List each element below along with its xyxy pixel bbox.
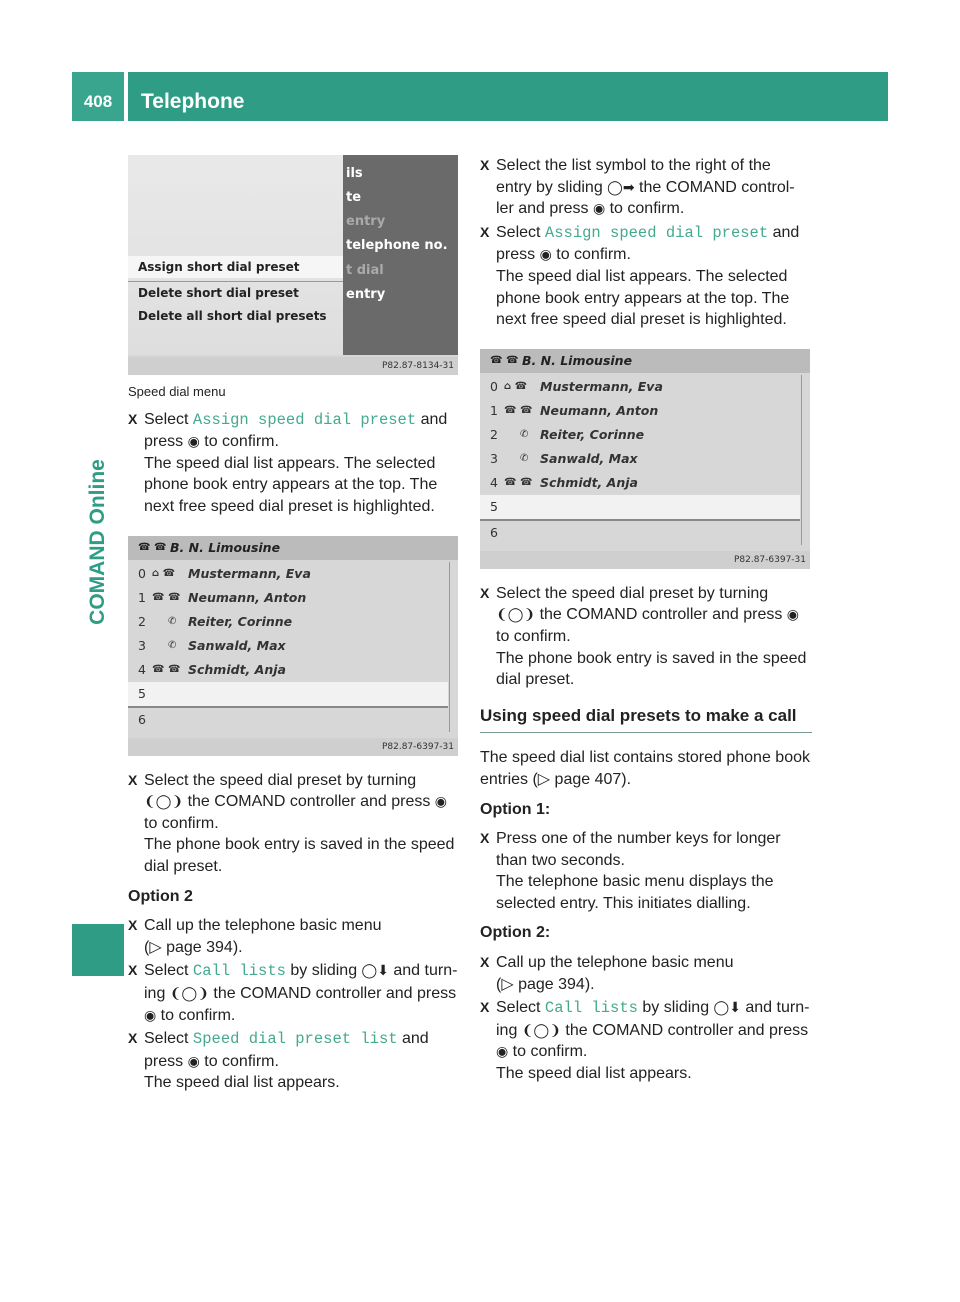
list-row: 4 ☎ ☎ Schmidt, Anja [490,474,638,490]
menu-right-item: entry [346,214,386,229]
list-row-highlighted: 5 [480,495,800,519]
speed-dial-menu-screenshot [128,155,458,375]
step-marker: X [128,917,138,934]
list-row: 0 ⌂ ☎ Mustermann, Eva [490,378,663,394]
figure-code: P82.87-8134-31 [128,357,458,375]
list-row: 3 ✆ Sanwald, Max [490,450,638,466]
step-marker: X [128,962,138,979]
list-row: 6 [480,519,800,543]
side-tab-label: COMAND Online [86,459,109,625]
page-header [72,72,888,121]
step: X Press one of the number keys for longer than two seconds. The telephone basic menu displays the selected entry. This initiates dialling. [480,830,781,912]
menu-item-assign: Assign short dial preset [128,256,343,278]
figure-caption: Speed dial menu [128,384,226,399]
menu-item-delete: Delete short dial preset [128,281,343,303]
speed-dial-list-screenshot [128,536,458,756]
press-icon: ◉ [539,246,552,263]
turn-icon: ❨◯❩ [496,606,536,623]
list-row: 4 ☎ ☎ Schmidt, Anja [138,661,286,677]
scrollbar [801,375,807,545]
list-row: 1 ☎ ☎ Neumann, Anton [138,589,307,605]
page-reference[interactable]: (▷ page 394). [144,938,243,956]
menu-code: Speed dial preset list [192,1030,398,1049]
slide-right-icon: ◯➡ [607,178,635,195]
step-marker: X [480,830,490,847]
list-row: 2 ✆ Reiter, Corinne [138,613,293,629]
speed-dial-list-screenshot [480,349,810,569]
menu-item-delete-all: Delete all short dial presets [138,309,327,323]
step-marker: X [128,410,138,427]
section-heading: Using speed dial presets to make a call [480,705,812,734]
menu-right-item: te [346,190,362,205]
list-row: 0 ⌂ ☎ Mustermann, Eva [138,565,311,581]
list-row: 1 ☎ ☎ Neumann, Anton [490,402,659,418]
press-icon: ◉ [434,793,448,810]
press-icon: ◉ [496,1043,509,1060]
list-row: 3 ✆ Sanwald, Max [138,637,286,653]
menu-code: Call lists [192,962,286,981]
menu-code: Assign speed dial preset [544,223,769,242]
step: X Call up the telephone basic menu (▷ page 394). [128,915,460,958]
step-marker: X [480,954,490,971]
press-icon: ◉ [786,606,800,623]
list-title: ☎ ☎ B. N. Limousine [128,536,458,560]
list-row-highlighted: 5 [128,682,448,706]
figure-code: P82.87-6397-31 [480,551,810,569]
page-reference[interactable]: (▷ page 394). [496,975,595,993]
step: X Select Speed dial preset list and press ◉ to confirm. The speed dial list appears. [128,1030,429,1092]
press-icon: ◉ [187,433,200,450]
step-marker: X [480,223,490,240]
menu-right-item: t dial [346,263,384,278]
press-icon: ◉ [592,200,606,217]
side-tab-marker [72,924,124,976]
option-heading: Option 2: [480,924,551,942]
chapter-title: Telephone [128,72,888,121]
step-marker: X [128,1030,138,1047]
menu-code: Call lists [544,999,638,1018]
page-number: 408 [72,72,124,121]
intro-text: The speed dial list contains stored phone book entries (▷ page 407). [480,749,810,788]
step-marker: X [480,584,490,601]
menu-right-item: ils [346,166,363,181]
step-marker: X [480,999,490,1016]
step: X Select the list symbol to the right of the entry by sliding ◯➡ the COMAND control- ler and press ◉ to confirm. [480,157,795,218]
step-marker: X [128,771,138,788]
step: X Select Assign speed dial preset and press ◉ to confirm. The speed dial list appears. The selected phone book entry appears at the top. The next free speed dial preset is highlighted. [128,410,448,515]
menu-left-panel [128,155,343,355]
step: X Select Call lists by sliding ◯⬇ and turn- ing ❨◯❩ the COMAND controller and press ◉ to confirm. [128,962,458,1024]
slide-down-icon: ◯⬇ [361,962,389,979]
step-marker: X [480,157,490,173]
list-row: 6 [128,706,448,730]
step: X Select the speed dial preset by turning ❨◯❩ the COMAND controller and press ◉ to confirm. The phone book entry is saved in the speed dial preset. [480,584,807,689]
figure-code: P82.87-6397-31 [128,738,458,756]
menu-right-item: telephone no. [346,238,448,253]
step: X Call up the telephone basic menu (▷ page 394). [480,952,812,995]
scrollbar [449,562,455,732]
press-icon: ◉ [187,1052,200,1069]
step: X Select Call lists by sliding ◯⬇ and turn- ing ❨◯❩ the COMAND controller and press ◉ to confirm. The speed dial list appears. [480,999,810,1083]
list-title: ☎ ☎ B. N. Limousine [480,349,810,373]
turn-icon: ❨◯❩ [169,984,209,1001]
menu-right-item: entry [346,287,386,302]
step: X Select the speed dial preset by turning ❨◯❩ the COMAND controller and press ◉ to confirm. The phone book entry is saved in the speed dial preset. [128,771,455,875]
menu-code: Assign speed dial preset [192,410,417,429]
option-heading: Option 2 [128,887,193,905]
list-row: 2 ✆ Reiter, Corinne [490,426,645,442]
right-column [480,155,812,1087]
left-column [128,155,460,1096]
turn-icon: ❨◯❩ [521,1021,561,1038]
slide-down-icon: ◯⬇ [713,999,741,1016]
turn-icon: ❨◯❩ [144,793,184,810]
option-heading: Option 1: [480,800,551,818]
step: X Select Assign speed dial preset and press ◉ to confirm. The speed dial list appears. The selected phone book entry appears at the top. The next free speed dial preset is highlighted. [480,223,800,329]
side-tab [72,132,124,952]
menu-right-panel [343,155,458,355]
press-icon: ◉ [144,1006,157,1023]
